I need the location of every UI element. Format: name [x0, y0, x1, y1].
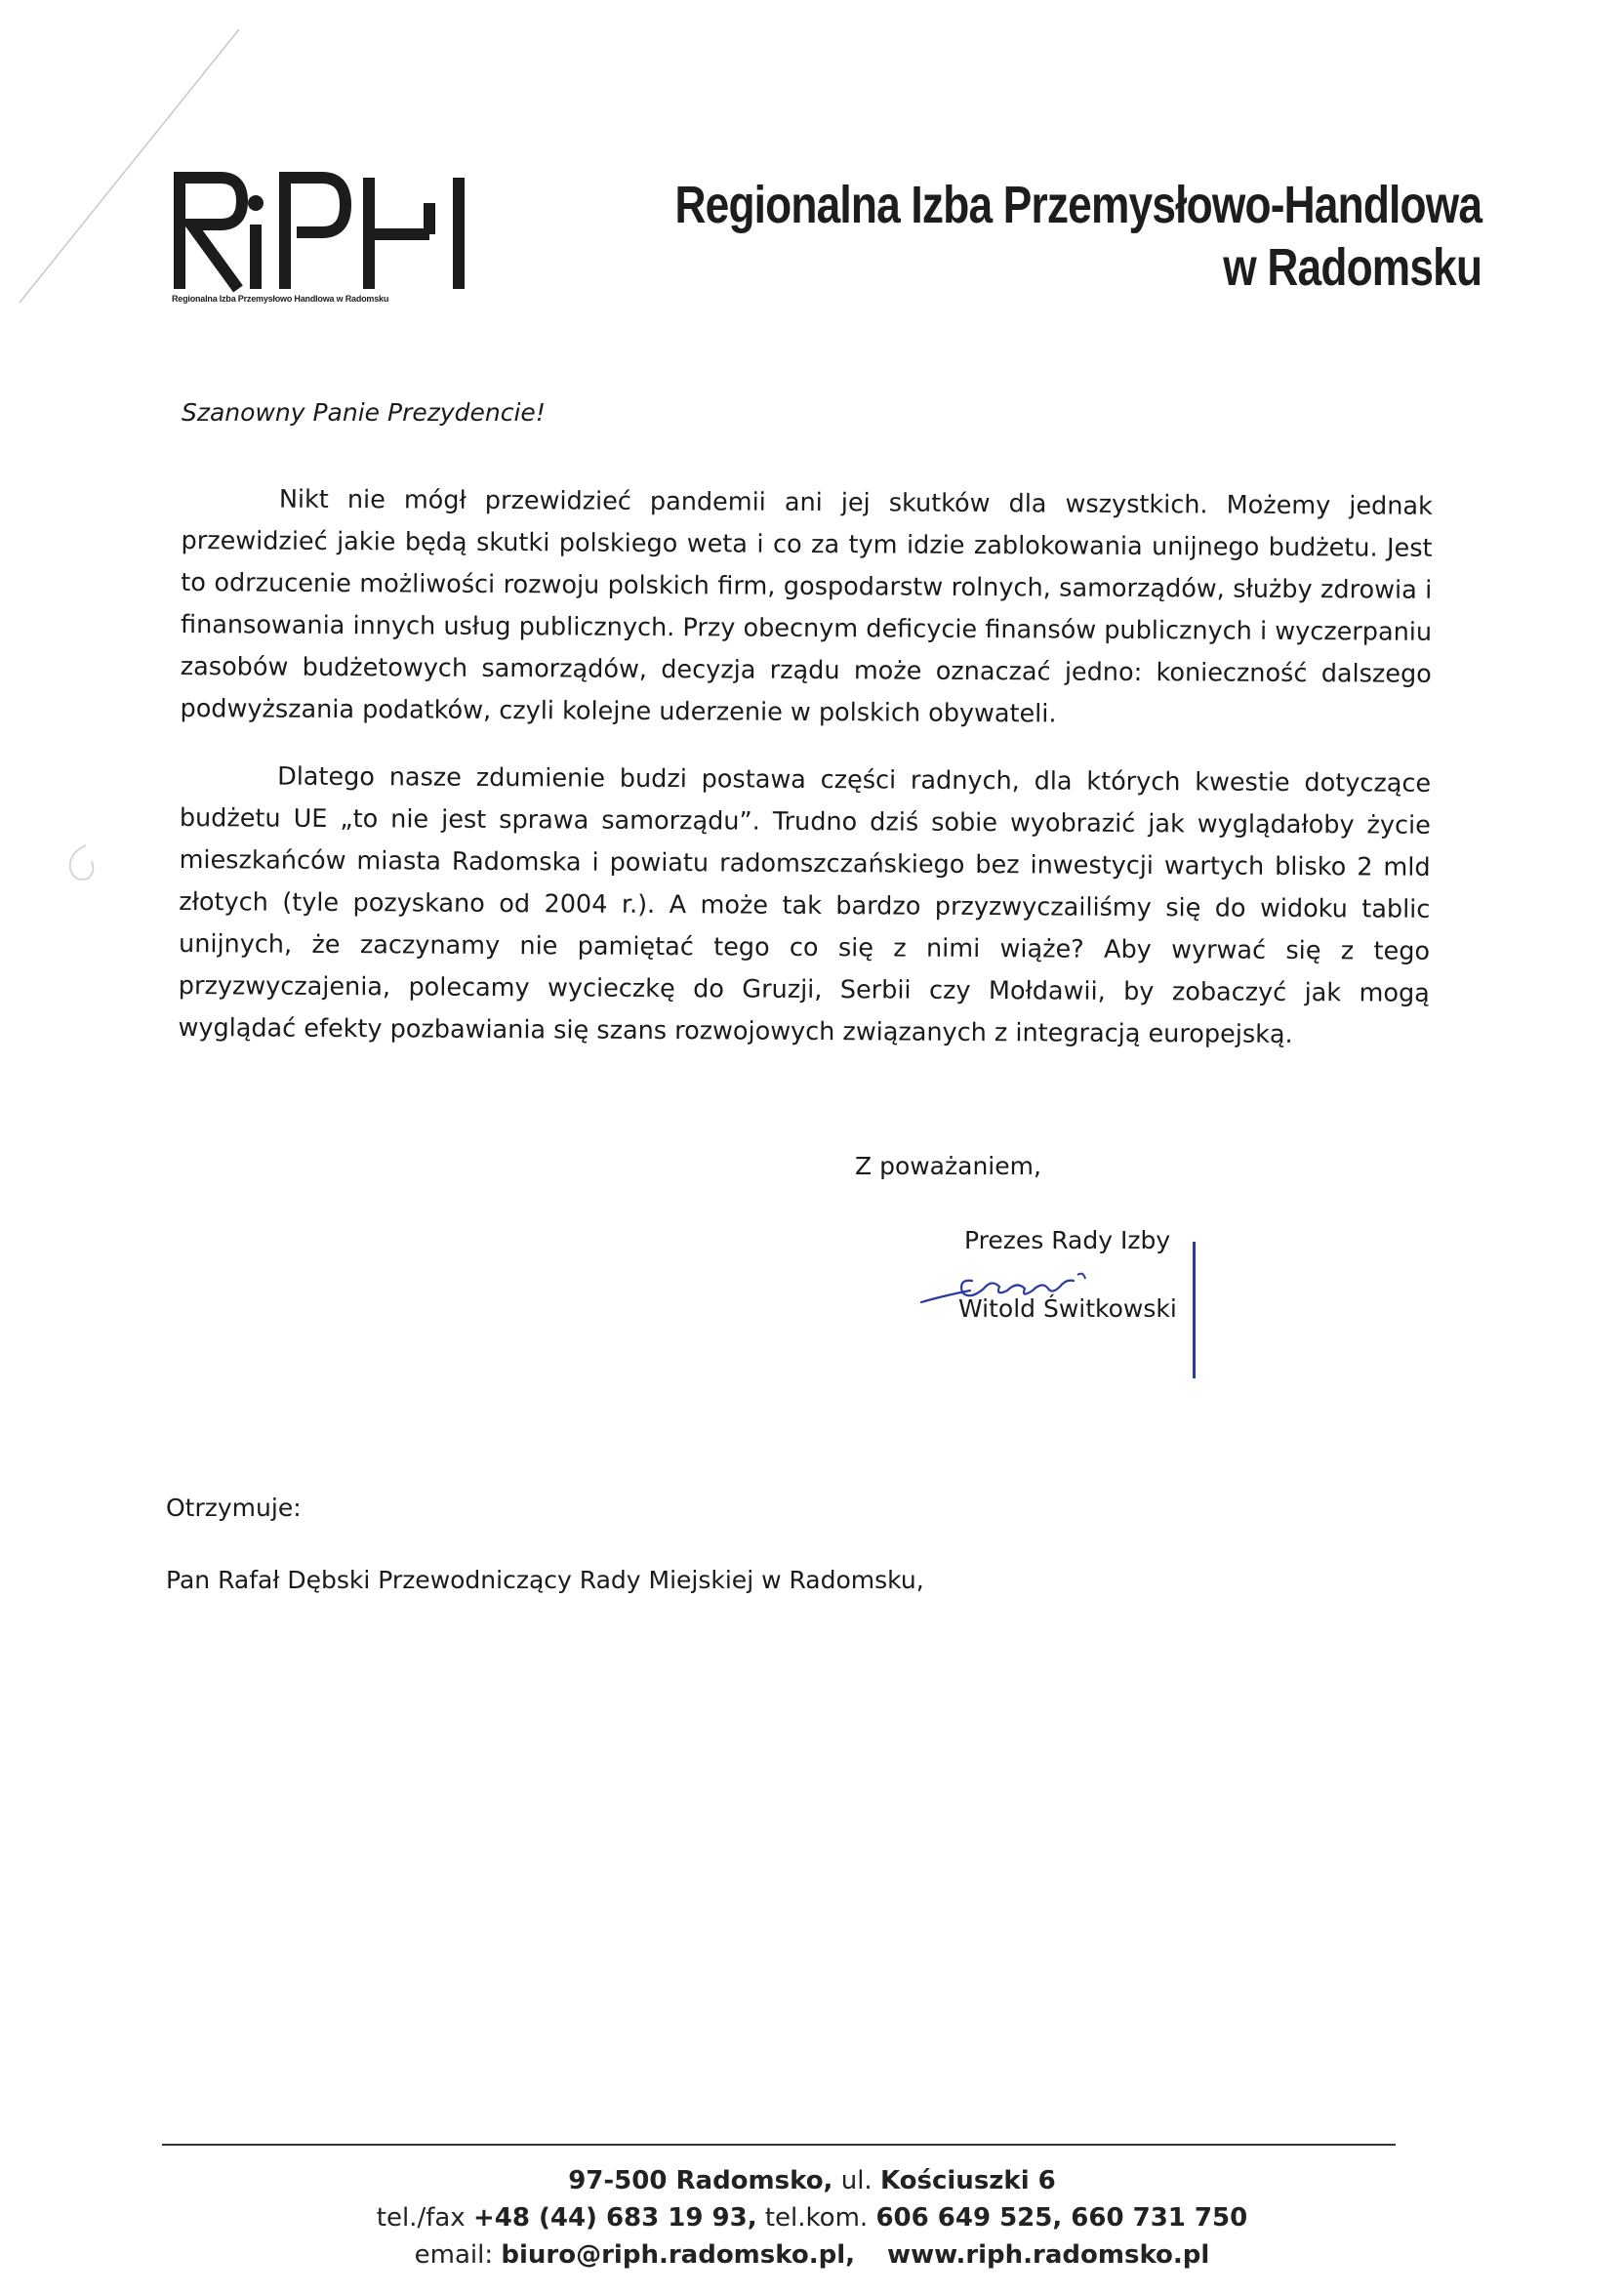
footer-email-link[interactable]: biuro@riph.radomsko.pl, — [501, 2240, 855, 2270]
footer-mobile-label: tel.kom. — [764, 2203, 869, 2233]
recipient-item: Pan Rafał Dębski Przewodniczący Rady Miejskiej w Radomsku, — [166, 1566, 924, 1594]
footer-street-prefix: ul. — [840, 2166, 873, 2195]
margin-pencil-mark — [57, 840, 103, 888]
footer-phone-label: tel./fax — [376, 2203, 466, 2233]
organization-name-line-1: Regionalna Izba Przemysłowo-Handlowa — [674, 176, 1482, 234]
logo-caption: Regionalna Izba Przemysłowo Handlowa w Radomsku — [172, 294, 389, 304]
footer-address — [0, 2162, 1624, 2199]
letter-paragraph-1: Nikt nie mógł przewidzieć pandemii ani jej skutków dla wszystkich. Możemy jednak przewidzieć jakie będą skutki polskiego weta i co za tym idzie zablokowania unijnego budżetu. Jest to odrzucenie możliwości rozwoju polskich firm, gospodarstw rolnych, samorządów, służby zdrowia i finansowania innych usług publicznych. Przy obecnym deficycie finansów publicznych i wyczerpaniu zasobów budżetowych samorządów, decyzja rządu może oznaczać jedno: konieczność dalszego podwyższania podatków, czyli kolejne uderzenie w polskich obywateli. — [180, 484, 1433, 729]
organization-name-line-2: w Radomsku — [1223, 238, 1482, 297]
closing: Z poważaniem, — [855, 1152, 1041, 1180]
footer-contact — [0, 2236, 1624, 2274]
recipients-label: Otrzymuje: — [166, 1494, 302, 1522]
salutation: Szanowny Panie Prezydencie! — [182, 398, 546, 427]
signature-margin-stroke — [1193, 1242, 1196, 1378]
footer-phone: +48 (44) 683 19 93, — [472, 2203, 757, 2233]
footer — [0, 2162, 1624, 2274]
footer-street: Kościuszki 6 — [879, 2166, 1056, 2195]
signer-title: Prezes Rady Izby — [964, 1226, 1171, 1254]
signer-name: Witold Świtkowski — [958, 1294, 1177, 1323]
footer-divider — [162, 2144, 1396, 2146]
footer-phones — [0, 2199, 1624, 2236]
footer-email-label: email: — [414, 2240, 494, 2270]
footer-website-link[interactable]: www.riph.radomsko.pl — [887, 2240, 1210, 2270]
footer-city: 97-500 Radomsko, — [568, 2166, 833, 2195]
letter-body — [178, 478, 1433, 1083]
riph-logo — [170, 166, 474, 312]
footer-mobile: 606 649 525, 660 731 750 — [875, 2203, 1248, 2233]
letter-paragraph-2: Dlatego nasze zdumienie budzi postawa części radnych, dla których kwestie dotyczące budżetu UE „to nie jest sprawa samorządu”. Trudno dziś sobie wyobrazić jak wyglądałoby życie mieszkańców miasta Radomska i powiatu radomszczańskiego bez inwestycji wartych blisko 2 mld złotych (tyle pozyskano od 2004 r.). A może tak bardzo przyzwyczailiśmy się do widoku tablic unijnych, że zaczynamy nie pamiętać tego co się z nimi wiąże? Aby wyrwać się z tego przyzwyczajenia, polecamy wycieczkę do Gruzji, Serbii czy Mołdawii, by zobaczyć jak mogą wyglądać efekty pozbawiania się szans rozwojowych związanych z integracją europejską. — [178, 761, 1432, 1049]
organization-name — [674, 174, 1482, 299]
